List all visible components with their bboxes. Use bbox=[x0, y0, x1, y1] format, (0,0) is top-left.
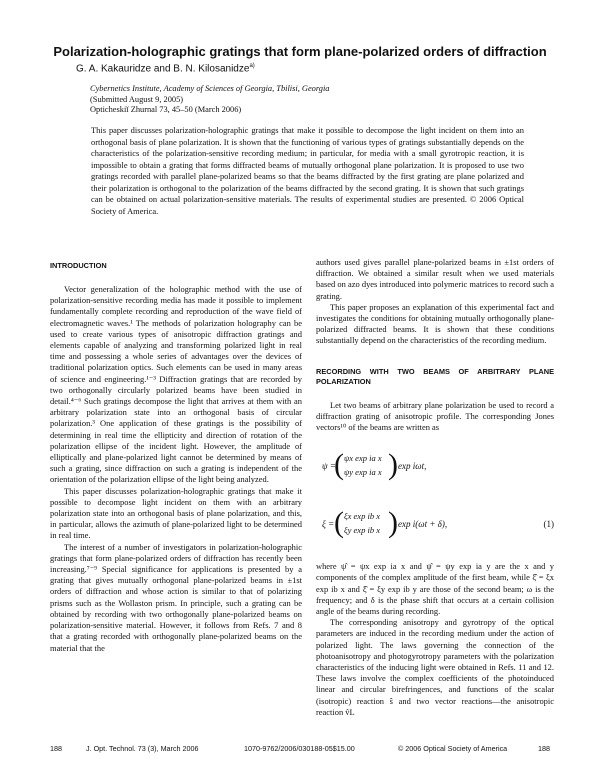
authors bbox=[76, 63, 255, 74]
authors-footnote-mark: a) bbox=[249, 63, 255, 69]
section-heading-introduction: INTRODUCTION bbox=[50, 261, 107, 270]
left-column bbox=[50, 257, 302, 654]
page-number-right: 188 bbox=[538, 744, 550, 753]
affiliation-block bbox=[90, 84, 330, 116]
equation-lhs: ψ = bbox=[322, 461, 336, 472]
journal-citation: Opticheskiĭ Zhurnal 73, 45–50 (March 2006) bbox=[90, 105, 242, 115]
equation-number: (1) bbox=[543, 519, 554, 530]
footer-copyright: © 2006 Optical Society of America bbox=[398, 744, 508, 753]
equation-psi bbox=[316, 445, 554, 491]
paper-title: Polarization-holographic gratings that form plane-polarized orders of diffraction bbox=[53, 44, 547, 59]
equation-xi bbox=[316, 503, 554, 549]
vector-row: ξx exp ib x bbox=[344, 511, 380, 522]
vector-row: ψy exp ia x bbox=[344, 467, 382, 478]
right-paren: ) bbox=[388, 448, 398, 482]
footer-code: 1070-9762/2006/030188-05$15.00 bbox=[244, 744, 355, 753]
paragraph: authors used gives parallel plane-polarized beams in ±1st orders of diffraction. We obtained a similar result when we used materials based on azo dyes introduced into polymeric matrices to record such a grating. bbox=[316, 257, 554, 301]
equation-tail: exp iωt, bbox=[398, 461, 427, 472]
paragraph: where ψ̂ = ψx exp ia x and ψ̂ = ψy exp ia y are the x and y components of the complex amplitude of the first beam, while ξ̂ = ξx exp ib x and ξ̂ = ξy exp ib y are those of the second beam; ω is the frequency; and δ is the phase shift that occurs at a certain collision angle of the beams during recording. bbox=[316, 561, 554, 617]
paragraph: Vector generalization of the holographic method with the use of polarization-sensitive recording media has made it possible to implement fundamentally complete recording and reproduction of the wave field of electromagnetic waves.¹ The methods of polarization holography can be used to create various types of anisotropic diffraction gratings and elements capable of analyzing and transforming polarized light in real time and possessing a whole series of advantages over the devices of traditional polarization optics. Such elements can be used in many areas of science and engineering.¹⁻³ Diffraction gratings that are recorded by two orthogonally circularly polarized beams have been studied in detail.⁴⁻⁶ Such gratings decompose the light that arrives at them with an arbitrary polarization state into an orthogonal basis of circular polarization.³ One application of these gratings is the possibility of determining in real time the ellipticity and direction of rotation of the polarization ellipse of the incident light. However, the amplitude of elliptically and plane-polarized light cannot be determined by means of such a grating, since diffraction on such a grating is independent of the orientation of the polarization ellipse of the light being analyzed. bbox=[50, 284, 302, 485]
vector-row: ξy exp ib x bbox=[344, 525, 380, 536]
paragraph: The corresponding anisotropy and gyrotropy of the optical parameters are induced in the recording medium under the action of polarized light. The laws governing the connection of the photoanisotropy and photogyrotropy parameters with the polarization characteristics of the inducing light were obtained in Refs. 11 and 12. These laws involve the complex coefficients of the photoinduced linear and circular birefringences, and functions of the scalar (isotropic) reaction ŝ and two vector reactions—the anisotropic reaction v̂L bbox=[316, 617, 554, 717]
vector-row: ψx exp ia x bbox=[344, 453, 382, 464]
affiliation: Cybernetics Institute, Academy of Sciences of Georgia, Tbilisi, Georgia bbox=[90, 84, 330, 93]
equation-tail: exp i(ωt + δ), bbox=[398, 519, 448, 530]
paragraph: This paper discusses polarization-holographic gratings that make it possible to decompose light incident on them with an arbitrary polarization state into an orthogonal basis of plane polarization, and this, in particular, allows the azimuth of plane-polarized light to be determined in real time. bbox=[50, 485, 302, 541]
section-heading-recording: RECORDING WITH TWO BEAMS OF ARBITRARY PLANE POLARIZATION bbox=[316, 366, 554, 386]
footer-journal: J. Opt. Technol. 73 (3), March 2006 bbox=[86, 744, 199, 753]
page-number-left: 188 bbox=[50, 744, 62, 753]
jones-vector bbox=[344, 451, 382, 479]
paragraph: The interest of a number of investigators in polarization-holographic gratings that form plane-polarized orders of diffraction has recently been increasing.⁷⁻⁹ Special significance for applications is presented by a grating that gives mutually orthogonal plane-polarized beams in ±1st orders of diffraction and whose action is similar to that of polarizing prisms such as the Wollaston prism. In principle, such a grating can be obtained by recording with two orthogonally plane-polarized beams on polarization-sensitive material. However, it follows from Refs. 7 and 8 that a grating recorded with orthogonally plane-polarized beams on the material that the bbox=[50, 541, 302, 653]
paragraph: This paper proposes an explanation of this experimental fact and investigates the conditions for obtaining mutually orthogonally plane-polarized diffracted beams. It is shown that these conditions substantially depend on the characteristics of the recording medium. bbox=[316, 301, 554, 346]
right-paren: ) bbox=[388, 506, 398, 540]
jones-vector bbox=[344, 509, 380, 537]
right-column bbox=[316, 257, 554, 718]
left-paren: ( bbox=[334, 506, 344, 540]
equation-lhs: ξ = bbox=[322, 519, 335, 530]
abstract: This paper discusses polarization-holographic gratings that make it possible to decompose the light incident on them into an orthogonal basis of plane polarization. It is shown that the functioning of various types of gratings substantially depends on the characteristics of the polarization-sensitive recording medium; in particular, for media with a small gyrotropic reaction, it is impossible to obtain a grating that forms diffracted beams of mutually orthogonal plane polarization. It is proposed to use two gratings recorded with parallel plane-polarized beams so that the beams diffracted by the first grating are plane polarized and their polarization is orthogonal to the polarization of the beams diffracted by the second grating. It is shown that such gratings can be obtained on actual polarization-sensitive materials. The results of experimental studies are presented. © 2006 Optical Society of America. bbox=[91, 125, 524, 216]
submitted-date: (Submitted August 9, 2005) bbox=[90, 94, 184, 104]
left-paren: ( bbox=[334, 448, 344, 482]
paragraph: Let two beams of arbitrary plane polarization be used to record a diffraction grating of anisotropic profile. The corresponding Jones vectors¹⁰ of the beams are written as bbox=[316, 399, 554, 433]
authors-names: G. A. Kakauridze and B. N. Kilosanidze bbox=[76, 63, 250, 75]
